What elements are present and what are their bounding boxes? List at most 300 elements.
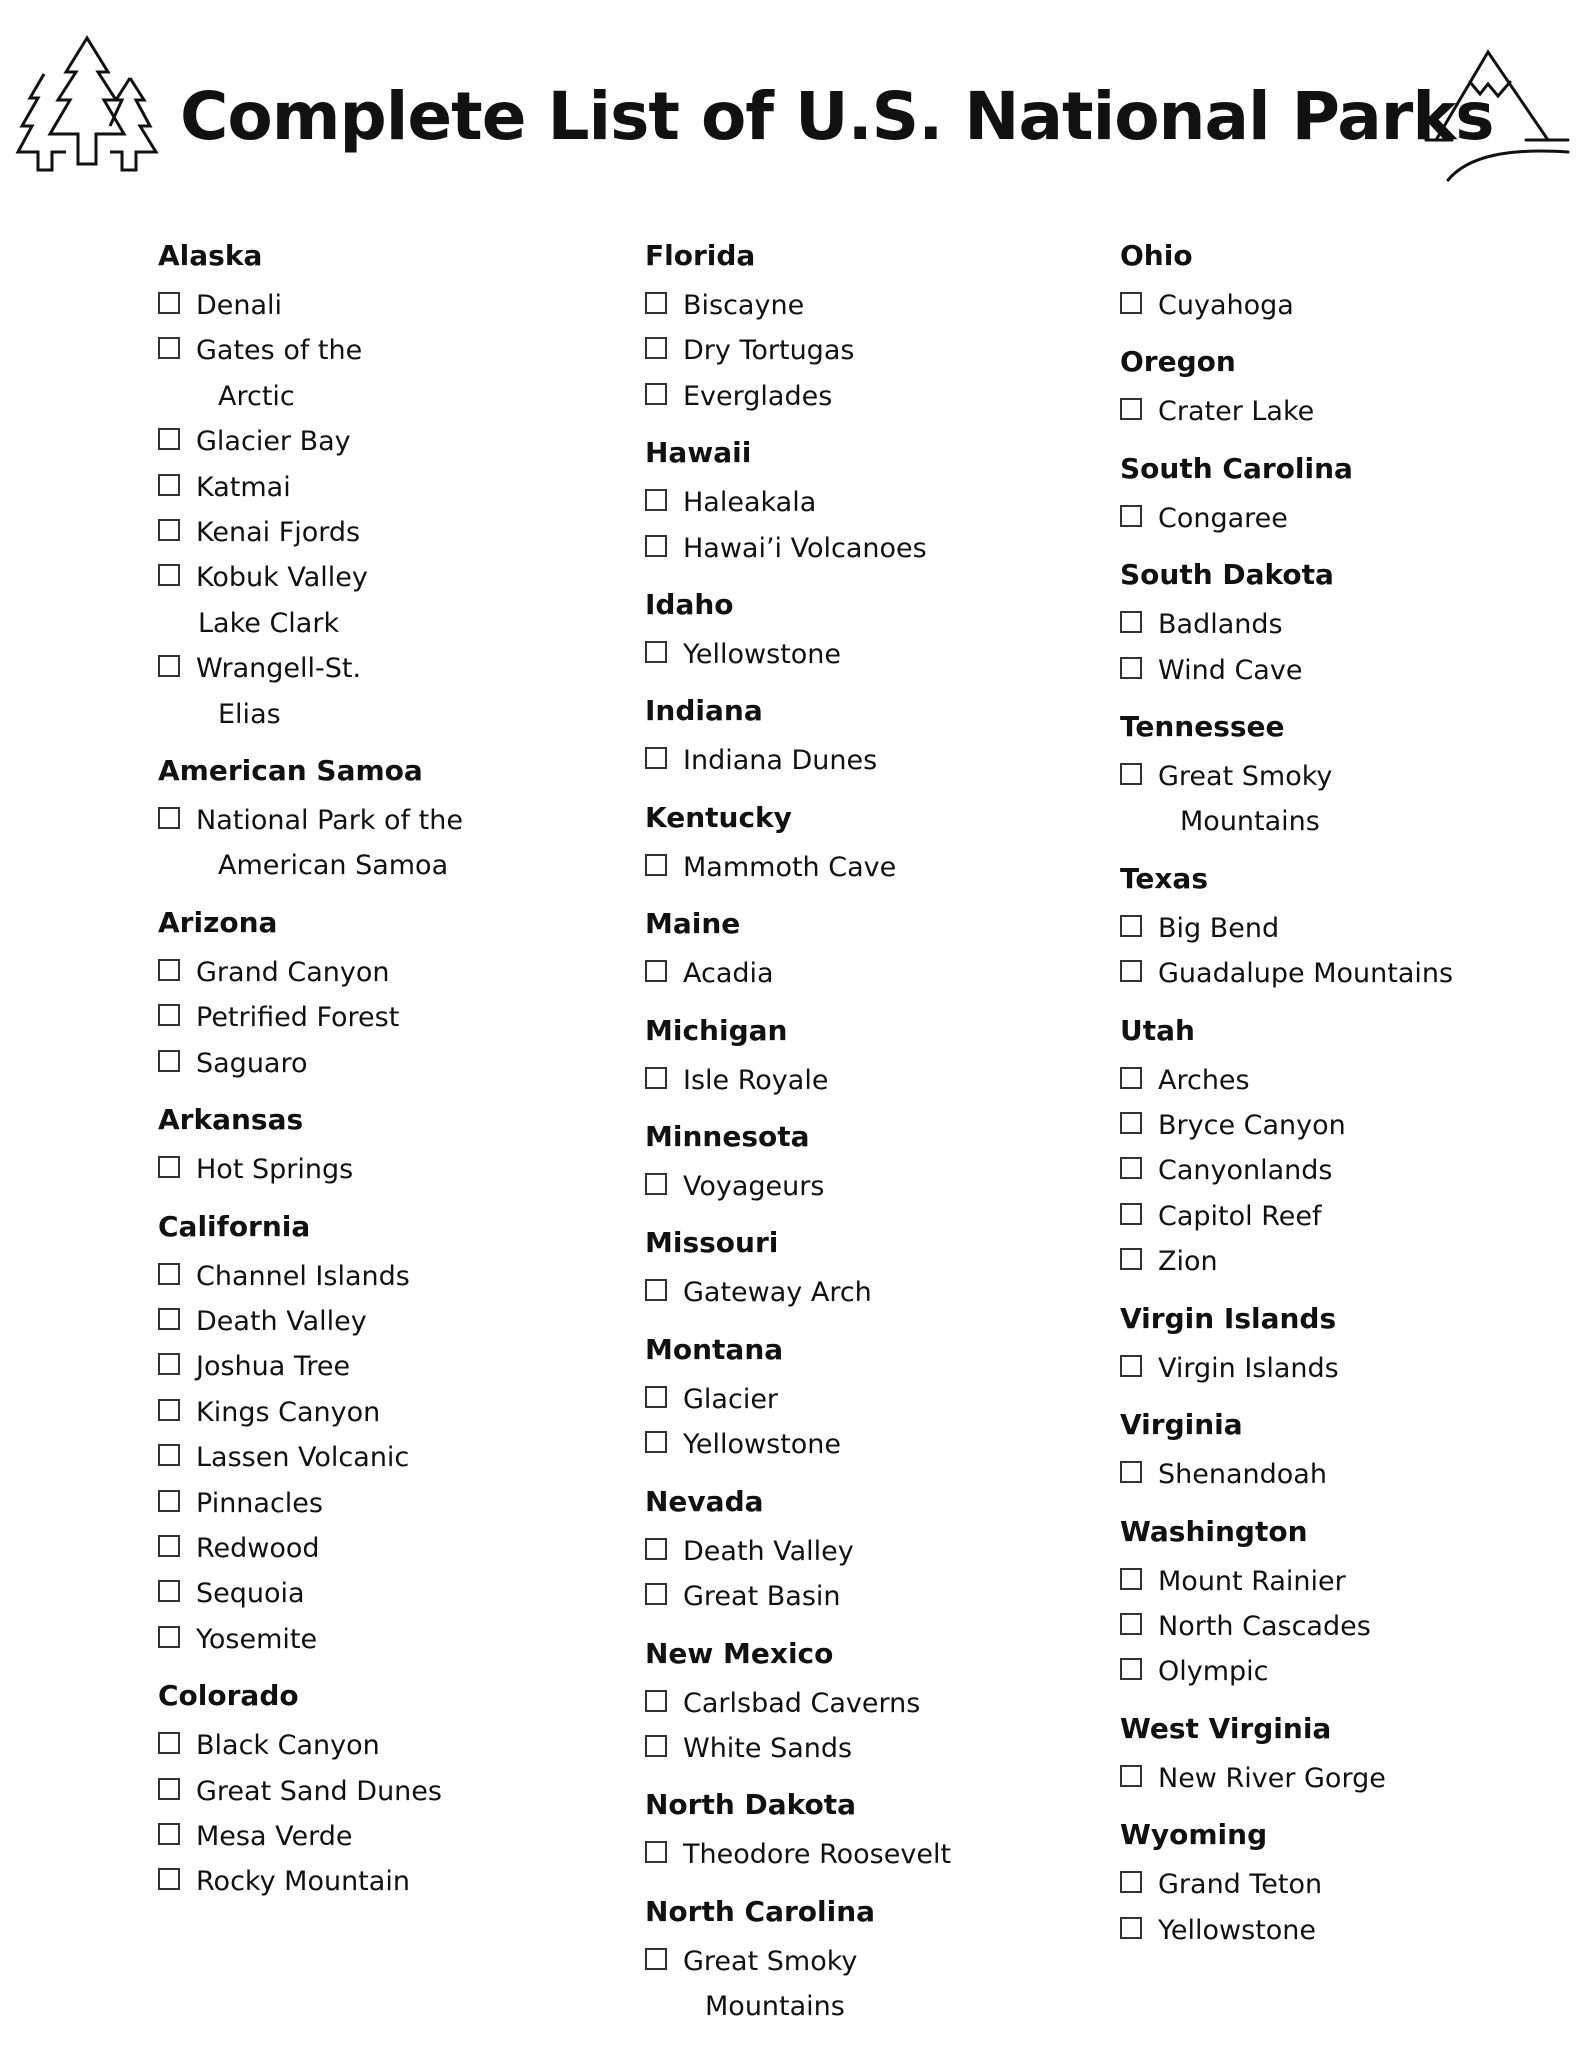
park-name — [1158, 1559, 1346, 1604]
park-name-line: Death Valley — [196, 1305, 367, 1337]
park-name — [196, 1390, 380, 1435]
park-checkbox[interactable] — [158, 959, 180, 981]
park-item[interactable] — [645, 1377, 1115, 1422]
park-name — [196, 1814, 352, 1859]
park-item[interactable] — [158, 1814, 628, 1859]
park-checkbox[interactable] — [645, 641, 667, 663]
park-checkbox[interactable] — [645, 383, 667, 405]
park-name-line: Black Canyon — [196, 1730, 380, 1762]
park-name-line: Redwood — [196, 1532, 320, 1564]
park-name — [196, 1769, 442, 1814]
park-item[interactable] — [645, 283, 1115, 328]
park-item[interactable] — [1120, 1862, 1560, 1907]
park-name — [683, 1529, 854, 1574]
park-item[interactable] — [1120, 283, 1560, 328]
park-name-line: Katmai — [196, 471, 291, 503]
park-checkbox[interactable] — [1120, 1157, 1142, 1179]
park-name-line: Rocky Mountain — [196, 1866, 410, 1898]
state-heading: Virginia — [1120, 1408, 1243, 1442]
park-name — [1158, 1148, 1333, 1193]
park-name-continuation: Mountains — [705, 1991, 845, 2023]
park-item[interactable] — [158, 1299, 628, 1344]
park-item[interactable] — [645, 1529, 1115, 1574]
park-name — [196, 1526, 320, 1571]
park-checkbox[interactable] — [158, 1732, 180, 1754]
park-item[interactable] — [158, 1390, 628, 1435]
park-checkbox[interactable] — [645, 854, 667, 876]
park-name-line: Pinnacles — [196, 1487, 323, 1519]
state-heading: Indiana — [645, 694, 763, 728]
park-item[interactable] — [645, 738, 1115, 783]
park-checkbox[interactable] — [645, 1841, 667, 1863]
park-name-line: Theodore Roosevelt — [683, 1839, 952, 1871]
state-heading: Minnesota — [645, 1120, 810, 1154]
park-item[interactable] — [645, 374, 1115, 419]
park-name-line: Great Smoky — [683, 1945, 858, 1977]
park-item[interactable] — [1120, 1194, 1560, 1239]
park-name — [1158, 1194, 1322, 1239]
park-item[interactable] — [1120, 1908, 1560, 1953]
park-checkbox[interactable] — [1120, 1568, 1142, 1590]
park-name — [196, 419, 351, 464]
park-name-line: Kobuk Valley — [196, 562, 368, 594]
park-name — [196, 465, 291, 510]
state-heading: Nevada — [645, 1484, 764, 1518]
park-name-line: Petrified Forest — [196, 1002, 400, 1034]
park-name-line: Wrangell-St. — [196, 653, 362, 685]
park-checkbox[interactable] — [645, 489, 667, 511]
park-item[interactable] — [645, 480, 1115, 525]
park-name — [1158, 283, 1294, 328]
park-name — [683, 1058, 828, 1103]
park-name-line: Congaree — [1158, 502, 1288, 534]
state-heading: North Carolina — [645, 1894, 876, 1928]
state-heading: Idaho — [645, 588, 734, 622]
park-item[interactable] — [1120, 951, 1560, 996]
park-name — [1158, 1862, 1322, 1907]
park-name-line: Acadia — [683, 958, 774, 990]
park-name-line: Glacier Bay — [196, 426, 351, 458]
park-item[interactable] — [158, 1617, 628, 1662]
park-item[interactable] — [158, 328, 628, 419]
park-checkbox[interactable] — [158, 1823, 180, 1845]
park-checkbox[interactable] — [645, 1583, 667, 1605]
park-name — [1158, 1649, 1269, 1694]
park-name-line: Indiana Dunes — [683, 745, 878, 777]
park-checkbox[interactable] — [158, 1626, 180, 1648]
park-name — [1158, 1452, 1327, 1497]
park-item[interactable] — [645, 1422, 1115, 1467]
state-heading: Kentucky — [645, 800, 792, 834]
park-item[interactable] — [158, 510, 628, 555]
park-checkbox[interactable] — [645, 1735, 667, 1757]
park-checkbox[interactable] — [1120, 398, 1142, 420]
park-item[interactable] — [158, 465, 628, 510]
park-item[interactable] — [1120, 1103, 1560, 1148]
park-checkbox[interactable] — [1120, 611, 1142, 633]
park-item[interactable] — [158, 798, 628, 889]
park-checkbox[interactable] — [1120, 1355, 1142, 1377]
park-item[interactable] — [1120, 1756, 1560, 1801]
park-item[interactable] — [645, 1726, 1115, 1771]
pine-trees-icon — [14, 34, 160, 178]
state-heading: New Mexico — [645, 1636, 834, 1670]
park-checkbox[interactable] — [158, 474, 180, 496]
mountain-icon — [1422, 44, 1572, 190]
park-checkbox[interactable] — [158, 1535, 180, 1557]
park-checkbox[interactable] — [645, 535, 667, 557]
park-name — [683, 1574, 841, 1619]
park-item[interactable] — [158, 1859, 628, 1904]
park-name — [683, 1377, 778, 1422]
park-item[interactable] — [645, 1939, 1115, 2030]
park-name — [683, 480, 816, 525]
column-3 — [1120, 238, 1560, 1953]
park-item[interactable] — [645, 526, 1115, 571]
park-name — [196, 798, 463, 889]
park-name — [1158, 1604, 1371, 1649]
park-name-line: Arches — [1158, 1064, 1250, 1096]
state-heading: Arizona — [158, 905, 278, 939]
park-item[interactable] — [1120, 1559, 1560, 1604]
park-item[interactable] — [158, 1147, 628, 1192]
park-item[interactable] — [158, 419, 628, 464]
park-name — [196, 1571, 305, 1616]
park-name — [1158, 754, 1332, 845]
park-checkbox[interactable] — [158, 1308, 180, 1330]
park-checkbox[interactable] — [158, 1004, 180, 1026]
park-name-line: Lassen Volcanic — [196, 1442, 410, 1474]
park-name-line: Hawai’i Volcanoes — [683, 532, 927, 564]
state-heading: Ohio — [1120, 239, 1193, 272]
state-heading: Missouri — [645, 1226, 779, 1260]
park-item[interactable] — [1120, 906, 1560, 951]
park-name-continuation: Arctic — [218, 380, 295, 412]
park-item[interactable] — [158, 1769, 628, 1814]
park-item[interactable] — [158, 1571, 628, 1616]
state-heading: Utah — [1120, 1013, 1195, 1047]
park-item[interactable] — [158, 283, 628, 328]
park-checkbox[interactable] — [645, 1538, 667, 1560]
park-name-line: Grand Canyon — [196, 956, 390, 988]
park-item[interactable] — [1120, 389, 1560, 434]
park-checkbox[interactable] — [158, 1156, 180, 1178]
park-item[interactable] — [645, 1058, 1115, 1103]
state-heading: West Virginia — [1120, 1711, 1332, 1745]
park-name-line: Big Bend — [1158, 912, 1280, 944]
state-heading: American Samoa — [158, 754, 423, 788]
park-checkbox[interactable] — [1120, 1461, 1142, 1483]
park-name — [683, 328, 854, 373]
park-item[interactable] — [1120, 754, 1560, 845]
park-checkbox[interactable] — [645, 1386, 667, 1408]
park-item[interactable] — [158, 1526, 628, 1571]
park-checkbox[interactable] — [1120, 292, 1142, 314]
park-item[interactable] — [645, 1270, 1115, 1315]
park-name-line: National Park of the — [196, 805, 463, 837]
park-name-line: North Cascades — [1158, 1610, 1371, 1642]
park-name — [196, 555, 368, 600]
park-name-line: Carlsbad Caverns — [683, 1687, 921, 1719]
park-name — [1158, 389, 1314, 434]
park-checkbox[interactable] — [1120, 1917, 1142, 1939]
park-checkbox[interactable] — [645, 1067, 667, 1089]
park-item[interactable] — [158, 1481, 628, 1526]
park-checkbox[interactable] — [1120, 1248, 1142, 1270]
park-name — [196, 1147, 353, 1192]
park-checkbox[interactable] — [645, 1431, 667, 1453]
park-checkbox[interactable] — [1120, 1067, 1142, 1089]
park-checkbox[interactable] — [158, 1490, 180, 1512]
park-name-line: Biscayne — [683, 290, 805, 321]
park-item[interactable] — [1120, 1452, 1560, 1497]
state-heading: Arkansas — [158, 1103, 304, 1137]
park-name-line: Mount Rainier — [1158, 1565, 1346, 1597]
park-name-line: Crater Lake — [1158, 396, 1315, 428]
park-name — [1158, 1756, 1386, 1801]
park-item[interactable] — [1120, 1649, 1560, 1694]
park-name-continuation: Elias — [218, 698, 281, 730]
park-name-continuation: American Samoa — [218, 850, 449, 882]
park-name — [1158, 1239, 1218, 1284]
park-checkbox[interactable] — [1120, 1112, 1142, 1134]
park-item[interactable] — [645, 632, 1115, 677]
park-name — [683, 374, 832, 419]
park-item[interactable] — [158, 1344, 628, 1389]
park-name-line: Joshua Tree — [196, 1351, 351, 1383]
park-checkbox[interactable] — [158, 1399, 180, 1421]
park-name — [683, 738, 877, 783]
park-name — [1158, 648, 1302, 693]
park-name-line: Capitol Reef — [1158, 1200, 1322, 1232]
park-checkbox[interactable] — [1120, 1871, 1142, 1893]
park-checkbox[interactable] — [158, 1353, 180, 1375]
park-name — [196, 1481, 323, 1526]
park-item[interactable] — [1120, 1148, 1560, 1193]
park-checkbox[interactable] — [1120, 1765, 1142, 1787]
park-checkbox[interactable] — [1120, 1203, 1142, 1225]
state-heading: Texas — [1120, 861, 1208, 895]
park-item[interactable] — [158, 1254, 628, 1299]
park-checkbox[interactable] — [645, 960, 667, 982]
park-name — [683, 1422, 841, 1467]
state-heading: Michigan — [645, 1013, 788, 1047]
state-heading: Maine — [645, 907, 741, 941]
park-name — [683, 283, 804, 328]
state-heading: Tennessee — [1120, 710, 1285, 744]
park-item[interactable] — [158, 1723, 628, 1768]
park-name-line: Kings Canyon — [196, 1396, 381, 1428]
park-name-line: Great Basin — [683, 1581, 841, 1613]
park-checkbox[interactable] — [1120, 657, 1142, 679]
park-checkbox[interactable] — [158, 655, 180, 677]
park-name — [196, 328, 362, 419]
state-heading: Alaska — [158, 239, 263, 272]
park-checkbox[interactable] — [158, 1444, 180, 1466]
park-item[interactable] — [1120, 1604, 1560, 1649]
state-heading: Oregon — [1120, 345, 1236, 379]
park-item[interactable] — [645, 1832, 1115, 1877]
park-name — [1158, 951, 1453, 996]
state-heading: South Dakota — [1120, 558, 1334, 592]
park-name-line: Cuyahoga — [1158, 290, 1294, 321]
page-header — [0, 0, 1588, 200]
park-name — [196, 1617, 317, 1662]
park-item[interactable] — [1120, 602, 1560, 647]
park-name — [196, 283, 282, 328]
page-title: Complete List of U.S. National Parks — [180, 78, 1494, 155]
park-item[interactable] — [645, 1164, 1115, 1209]
park-name-line: Voyageurs — [683, 1171, 825, 1203]
park-name-line: Death Valley — [683, 1535, 854, 1567]
state-heading: South Carolina — [1120, 451, 1353, 485]
park-checkbox[interactable] — [158, 428, 180, 450]
park-checkbox[interactable] — [158, 1868, 180, 1890]
park-checkbox[interactable] — [1120, 505, 1142, 527]
park-name — [196, 1344, 350, 1389]
park-name — [196, 1254, 410, 1299]
park-name-line: Guadalupe Mountains — [1158, 958, 1454, 990]
park-checkbox[interactable] — [158, 292, 180, 314]
park-name-line: Glacier — [683, 1383, 779, 1415]
park-name — [196, 950, 390, 995]
park-name — [683, 951, 774, 996]
state-heading: Florida — [645, 239, 756, 272]
park-item[interactable] — [645, 951, 1115, 996]
park-name-line: Bryce Canyon — [1158, 1110, 1346, 1142]
park-name — [196, 1041, 308, 1086]
park-checkbox[interactable] — [645, 1690, 667, 1712]
park-checkbox[interactable] — [1120, 915, 1142, 937]
park-name-line: Zion — [1158, 1246, 1218, 1278]
park-name-line: Isle Royale — [683, 1064, 829, 1096]
state-heading: Virgin Islands — [1120, 1301, 1337, 1335]
park-item[interactable] — [158, 995, 628, 1040]
park-checkbox[interactable] — [645, 1948, 667, 1970]
park-checkbox[interactable] — [1120, 1613, 1142, 1635]
park-item[interactable] — [1120, 1058, 1560, 1103]
park-checkbox[interactable] — [645, 292, 667, 314]
park-name — [1158, 1346, 1339, 1391]
park-checkbox[interactable] — [158, 1580, 180, 1602]
park-name-line: Virgin Islands — [1158, 1352, 1339, 1384]
park-name — [683, 632, 841, 677]
park-item[interactable] — [1120, 496, 1560, 541]
park-name-line: Yosemite — [196, 1623, 318, 1655]
park-name-line: Grand Teton — [1158, 1869, 1323, 1901]
park-name — [1158, 1908, 1316, 1953]
park-checkbox[interactable] — [158, 519, 180, 541]
park-name — [683, 1681, 920, 1726]
state-heading: Hawaii — [645, 436, 752, 470]
column-1 — [158, 238, 628, 1905]
park-item[interactable] — [158, 1041, 628, 1086]
park-name — [196, 1723, 380, 1768]
park-name — [196, 1435, 409, 1480]
park-checkbox[interactable] — [158, 564, 180, 586]
state-heading: California — [158, 1209, 311, 1243]
park-name-line: Dry Tortugas — [683, 335, 855, 367]
park-item[interactable] — [645, 1681, 1115, 1726]
park-checkbox[interactable] — [645, 1173, 667, 1195]
park-item[interactable] — [645, 845, 1115, 890]
park-name-line: Great Smoky — [1158, 761, 1333, 793]
park-item[interactable] — [158, 950, 628, 995]
park-checkbox[interactable] — [158, 1778, 180, 1800]
column-2 — [645, 238, 1115, 2030]
park-item[interactable] — [158, 1435, 628, 1480]
park-item[interactable] — [1120, 1239, 1560, 1284]
park-checkbox[interactable] — [158, 1050, 180, 1072]
park-name — [196, 995, 399, 1040]
park-name — [196, 646, 361, 737]
park-name-line: Yellowstone — [683, 639, 842, 671]
park-name-line: Hot Springs — [196, 1154, 354, 1186]
park-name — [683, 845, 896, 890]
park-item[interactable] — [158, 555, 628, 600]
park-name — [1158, 906, 1279, 951]
park-checkbox[interactable] — [645, 337, 667, 359]
park-item[interactable] — [1120, 1346, 1560, 1391]
park-name-line: Denali — [196, 290, 283, 321]
park-name — [196, 510, 360, 555]
park-name-line: New River Gorge — [1158, 1762, 1386, 1794]
park-name-line: Olympic — [1158, 1656, 1269, 1688]
park-name — [1158, 1058, 1250, 1103]
park-checkbox[interactable] — [158, 1263, 180, 1285]
park-name — [158, 601, 339, 646]
park-checkbox[interactable] — [1120, 1658, 1142, 1680]
park-name-line: Lake Clark — [198, 607, 340, 639]
park-name — [683, 1939, 857, 2030]
park-checkbox[interactable] — [1120, 763, 1142, 785]
park-item[interactable] — [1120, 648, 1560, 693]
park-item[interactable] — [158, 646, 628, 737]
park-item[interactable] — [645, 328, 1115, 373]
park-name-line: Canyonlands — [1158, 1155, 1333, 1187]
park-name-line: Sequoia — [196, 1578, 305, 1610]
park-checkbox[interactable] — [1120, 960, 1142, 982]
park-name-line: Everglades — [683, 380, 833, 412]
state-heading: Wyoming — [1120, 1818, 1268, 1852]
park-name-line: Shenandoah — [1158, 1459, 1327, 1491]
park-name — [683, 526, 927, 571]
park-name — [683, 1832, 951, 1877]
park-name-line: White Sands — [683, 1732, 853, 1764]
park-checkbox[interactable] — [645, 1279, 667, 1301]
park-name — [683, 1270, 872, 1315]
state-heading: North Dakota — [645, 1788, 857, 1822]
park-name-line: Channel Islands — [196, 1260, 410, 1292]
park-checkbox[interactable] — [158, 337, 180, 359]
park-name — [683, 1164, 824, 1209]
park-name-line: Wind Cave — [1158, 654, 1303, 686]
state-heading: Washington — [1120, 1514, 1308, 1548]
park-checkbox[interactable] — [645, 747, 667, 769]
park-name-continuation: Mountains — [1180, 806, 1320, 838]
park-name-line: Mammoth Cave — [683, 851, 897, 883]
park-item[interactable] — [645, 1574, 1115, 1619]
park-name-line: Haleakala — [683, 487, 817, 519]
park-name-line: Mesa Verde — [196, 1820, 353, 1852]
state-heading: Colorado — [158, 1679, 299, 1713]
park-name-line: Saguaro — [196, 1047, 308, 1079]
park-name-line: Kenai Fjords — [196, 517, 361, 549]
park-name — [1158, 602, 1283, 647]
park-name-line: Gates of the — [196, 335, 363, 367]
park-checkbox[interactable] — [158, 807, 180, 829]
park-name-line: Great Sand Dunes — [196, 1775, 442, 1807]
